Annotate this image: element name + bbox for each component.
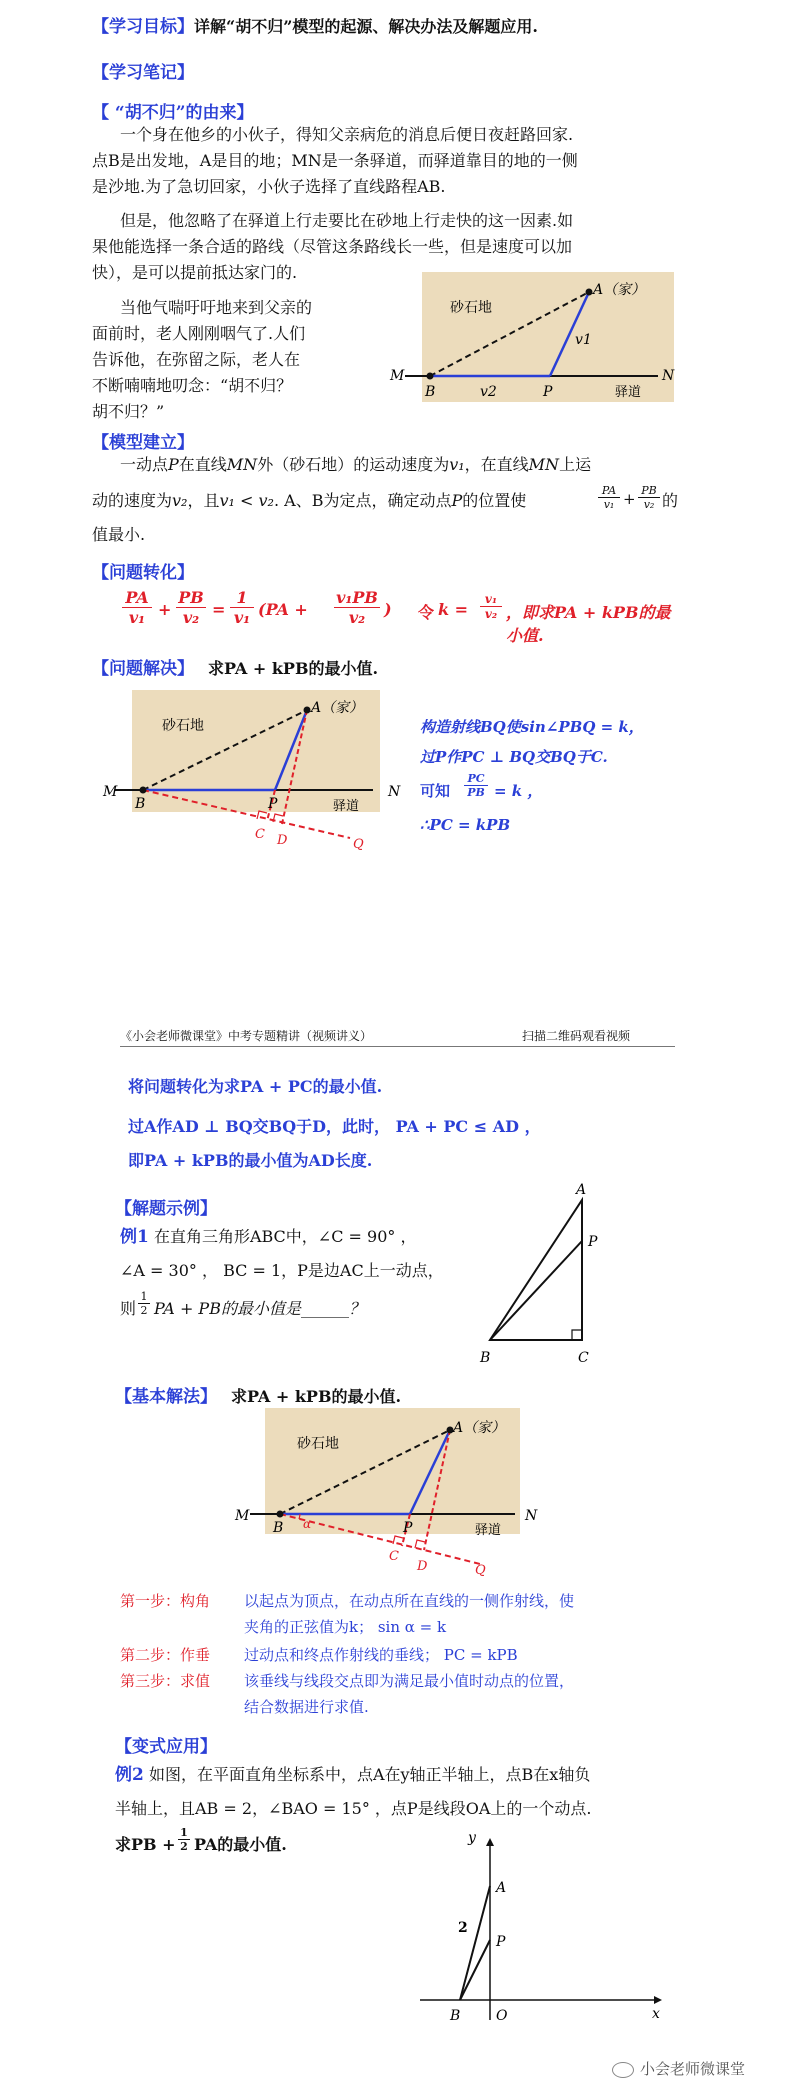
m-label: M <box>390 368 405 384</box>
transform-formula <box>122 588 682 645</box>
solve-fraction <box>464 772 488 799</box>
road-label: 驿道 <box>475 1523 502 1538</box>
ex2-line-1 <box>115 1760 590 1785</box>
y-label: y <box>468 1830 476 1846</box>
paren-close: ) <box>384 600 392 619</box>
ex2-text: 求PB + <box>115 1835 176 1854</box>
d-label: D <box>277 833 288 848</box>
solve-tag: 【问题解决】 <box>92 659 194 679</box>
header-divider <box>120 1046 675 1047</box>
origin-tag: 【 “胡不归”的由来】 <box>92 103 254 123</box>
home-label: A（家） <box>453 1420 506 1436</box>
step-1-body: 以起点为顶点，在动点所在直线的一侧作射线，使 <box>244 1592 575 1610</box>
numerator: 1 <box>140 1290 148 1303</box>
basic-title: 求PA + kPB的最小值. <box>231 1387 402 1406</box>
home-label: A（家） <box>311 700 364 716</box>
p-label: P <box>496 1934 506 1950</box>
fraction <box>230 588 254 627</box>
origin-text: 当他气喘吁吁地来到父亲的 <box>120 298 313 317</box>
fraction <box>334 588 380 627</box>
q-label: Q <box>475 1563 486 1578</box>
page-header-left: 《小会老师微课堂》中考专题精讲（视频讲义） <box>120 1029 373 1043</box>
ex1-text: ∠A = 30° ， BC = 1，P是边AC上一动点， <box>120 1261 444 1280</box>
fraction <box>122 588 152 627</box>
p-label: P <box>403 1520 413 1536</box>
solve-step-2: 过P作PC ⊥ BQ交BQ于C. <box>420 748 608 766</box>
equals-sign: = <box>212 600 226 619</box>
denominator: 2 <box>178 1839 190 1853</box>
ex2-line-3 <box>115 1832 176 1855</box>
c-label: C <box>255 827 265 842</box>
triangle-abc <box>490 1200 582 1340</box>
point-b <box>277 1511 284 1518</box>
model-tag: 【模型建立】 <box>92 433 194 453</box>
figure-3 <box>470 1180 610 1380</box>
numerator: v₁ <box>484 592 498 606</box>
point-b <box>427 373 434 380</box>
model-math: MN <box>528 455 560 474</box>
origin-text: 面前时，老人刚刚咽气了.人们 <box>92 324 306 343</box>
denominator: v₂ <box>638 497 660 511</box>
k-equals: k = <box>438 600 469 619</box>
figure-2 <box>105 690 405 860</box>
gravel-label: 砂石地 <box>162 718 204 734</box>
q-label: Q <box>353 837 364 852</box>
road-label: 驿道 <box>615 385 642 400</box>
numerator: PA <box>125 588 149 607</box>
denominator: v₂ <box>176 607 206 627</box>
model-math: MN <box>226 455 258 474</box>
denominator: v₁ <box>230 607 254 627</box>
model-math: P <box>168 455 179 474</box>
numerator: PB <box>641 484 657 497</box>
model-line-1 <box>120 452 591 478</box>
d-label: D <box>417 1559 428 1574</box>
model-text: 动的速度为 <box>92 491 173 510</box>
c-label: C <box>578 1350 589 1366</box>
transform-tag: 【问题转化】 <box>92 563 194 583</box>
solve-text: = k ， <box>494 782 543 800</box>
length-label: 2 <box>458 1920 468 1936</box>
solve-step-3 <box>420 780 450 801</box>
basic-header <box>115 1382 401 1407</box>
figure-4 <box>235 1408 545 1578</box>
model-line-2 <box>92 488 526 514</box>
origin-text: 是沙地.为了急切回家，小伙子选择了直线路程AB. <box>92 177 446 196</box>
alpha-label: α <box>303 1517 312 1531</box>
goal-tag: 【学习目标】 <box>92 17 194 37</box>
x-axis-arrow <box>654 1996 662 2004</box>
model-text: 的 <box>662 491 679 510</box>
solve-step-4: ∴PC = kPB <box>420 816 511 834</box>
o-label: O <box>496 2008 508 2024</box>
b-label: B <box>425 384 436 400</box>
convert-line-1: 将问题转化为求PA + PC的最小值. <box>128 1077 383 1096</box>
notes-tag: 【学习笔记】 <box>92 63 194 83</box>
p-label: P <box>588 1234 598 1250</box>
watermark: 小会老师微课堂 <box>640 2060 746 2078</box>
ex1-text: PA + PB的最小值是______？ <box>154 1299 365 1318</box>
n-label: N <box>662 368 675 384</box>
ex2-fraction <box>178 1826 190 1853</box>
let-word: 令 <box>418 603 435 622</box>
point-b <box>140 787 147 794</box>
ex1-line-1 <box>120 1222 416 1247</box>
denominator: 2 <box>138 1303 150 1317</box>
model-fraction-1 <box>598 484 620 511</box>
gravel-label: 砂石地 <box>297 1436 339 1452</box>
c-label: C <box>389 1549 399 1564</box>
example-tag: 【解题示例】 <box>115 1199 217 1219</box>
convert-line-2: 过A作AD ⊥ BQ交BQ于D，此时， PA + PC ≤ AD ， <box>128 1117 541 1136</box>
ex2-label: 例2 <box>115 1765 144 1785</box>
ex1-text: 则 <box>120 1299 137 1318</box>
ex2-text: 半轴上，且AB = 2，∠BAO = 15° ，点P是线段OA上的一个动点. <box>115 1799 592 1818</box>
a-label: A <box>576 1182 587 1198</box>
denominator: v₁ <box>122 607 152 627</box>
origin-text: 果他能选择一条合适的路线（尽管这条路线长一些，但是速度可以加 <box>92 237 573 256</box>
road-label: 驿道 <box>333 799 360 814</box>
fraction <box>480 592 502 621</box>
step-1-head: 第一步：构角 <box>120 1592 211 1610</box>
v1-label: v1 <box>575 332 592 348</box>
wechat-icon <box>612 2062 634 2078</box>
model-text: . A、B为定点，确定动点 <box>273 491 452 510</box>
m-label: M <box>235 1508 250 1524</box>
b-label: B <box>480 1350 491 1366</box>
figure-1 <box>390 272 690 412</box>
model-text: 值最小. <box>92 525 146 544</box>
numerator: PC <box>467 772 485 785</box>
transform-conclusion: ，即求PA + kPB的最小值. <box>506 603 671 645</box>
home-label: A（家） <box>593 282 646 298</box>
learning-goal <box>92 12 538 37</box>
segment-bp <box>460 1940 490 2000</box>
p-label: P <box>543 384 553 400</box>
x-label: x <box>652 2006 660 2022</box>
origin-text: 一个身在他乡的小伙子，得知父亲病危的消息后便日夜赶路回家. <box>120 125 574 144</box>
origin-text: 快），是可以提前抵达家门的. <box>92 263 298 282</box>
step-1-body: 夹角的正弦值为k； sin α = k <box>244 1618 447 1636</box>
model-text: 一动点 <box>120 455 169 474</box>
m-label: M <box>103 784 118 800</box>
n-label: N <box>388 784 401 800</box>
step-2-head: 第二步：作垂 <box>120 1646 211 1664</box>
denominator: v₂ <box>334 607 380 627</box>
b-label: B <box>273 1520 284 1536</box>
denominator: v₂ <box>480 606 502 621</box>
convert-line-3: 即PA + kPB的最小值为AD长度. <box>128 1151 373 1170</box>
n-label: N <box>525 1508 538 1524</box>
numerator: PB <box>178 588 204 607</box>
solve-header <box>92 654 378 679</box>
numerator: 1 <box>180 1826 188 1839</box>
gravel-label: 砂石地 <box>450 300 492 316</box>
a-label: A <box>496 1880 507 1896</box>
model-fraction-2 <box>638 484 660 511</box>
plus-sign: + <box>158 600 172 619</box>
plus-sign: + <box>623 490 636 508</box>
fraction <box>176 588 206 627</box>
y-axis-arrow <box>486 1838 494 1846</box>
ex1-fraction <box>138 1290 150 1317</box>
model-text: 上运 <box>559 455 592 474</box>
segment-ab <box>460 1886 490 2000</box>
model-math: v₂ <box>172 491 188 510</box>
page-header-right: 扫描二维码观看视频 <box>522 1029 631 1043</box>
paren-open: (PA + <box>258 600 308 619</box>
step-3-body: 该垂线与线段交点即为满足最小值时动点的位置， <box>244 1672 575 1690</box>
variant-tag: 【变式应用】 <box>115 1737 217 1757</box>
denominator: PB <box>464 785 488 799</box>
solve-text: 可知 <box>420 782 451 800</box>
model-math: v₁ < v₂ <box>219 491 274 510</box>
model-text: 的位置使 <box>462 491 527 510</box>
ex1-text: 在直角三角形ABC中，∠C = 90° ， <box>153 1227 417 1246</box>
model-text: ，在直线 <box>464 455 529 474</box>
step-3-body: 结合数据进行求值. <box>244 1698 369 1716</box>
basic-tag: 【基本解法】 <box>115 1387 217 1407</box>
figure-5 <box>400 1820 670 2030</box>
solve-step-1: 构造射线BQ使sin∠PBQ = k， <box>420 718 644 736</box>
model-text: 在直线 <box>178 455 227 474</box>
b-label: B <box>135 796 146 812</box>
origin-text: 告诉他，在弥留之际，老人在 <box>92 350 301 369</box>
numerator: v₁PB <box>336 588 378 607</box>
step-3-head: 第三步：求值 <box>120 1672 211 1690</box>
point-a <box>586 289 593 296</box>
origin-text: 不断喃喃地叨念：“胡不归？ <box>92 376 293 395</box>
ex2-text: PA的最小值. <box>194 1835 287 1854</box>
right-angle-c <box>572 1330 582 1340</box>
segment-bp <box>490 1241 582 1340</box>
ex1-line-3 <box>120 1296 136 1319</box>
ex2-text: 如图，在平面直角坐标系中，点A在y轴正半轴上，点B在x轴负 <box>148 1765 591 1784</box>
origin-text: 但是，他忽略了在驿道上行走要比在砂地上行走快的这一因素.如 <box>120 211 574 230</box>
model-math: v₁ <box>449 455 465 474</box>
numerator: 1 <box>236 588 248 607</box>
origin-text: 点B是出发地，A是目的地；MN是一条驿道，而驿道靠目的地的一侧 <box>92 151 578 170</box>
model-text: 外（砂石地）的运动速度为 <box>257 455 450 474</box>
model-math: P <box>451 491 463 510</box>
model-text: ，且 <box>187 491 220 510</box>
denominator: v₁ <box>598 497 620 511</box>
point-a <box>304 707 311 714</box>
b-label: B <box>450 2008 461 2024</box>
goal-text: 详解“胡不归”模型的起源、解决办法及解题应用. <box>194 17 538 36</box>
v2-label: v2 <box>480 384 497 400</box>
numerator: PA <box>601 484 617 497</box>
origin-text: 胡不归？” <box>92 402 165 421</box>
ex1-label: 例1 <box>120 1227 149 1247</box>
right-angle-d <box>415 1540 425 1548</box>
p-label: P <box>268 796 278 812</box>
step-2-body: 过动点和终点作射线的垂线； PC = kPB <box>244 1646 518 1664</box>
solve-title: 求PA + kPB的最小值. <box>208 659 379 678</box>
